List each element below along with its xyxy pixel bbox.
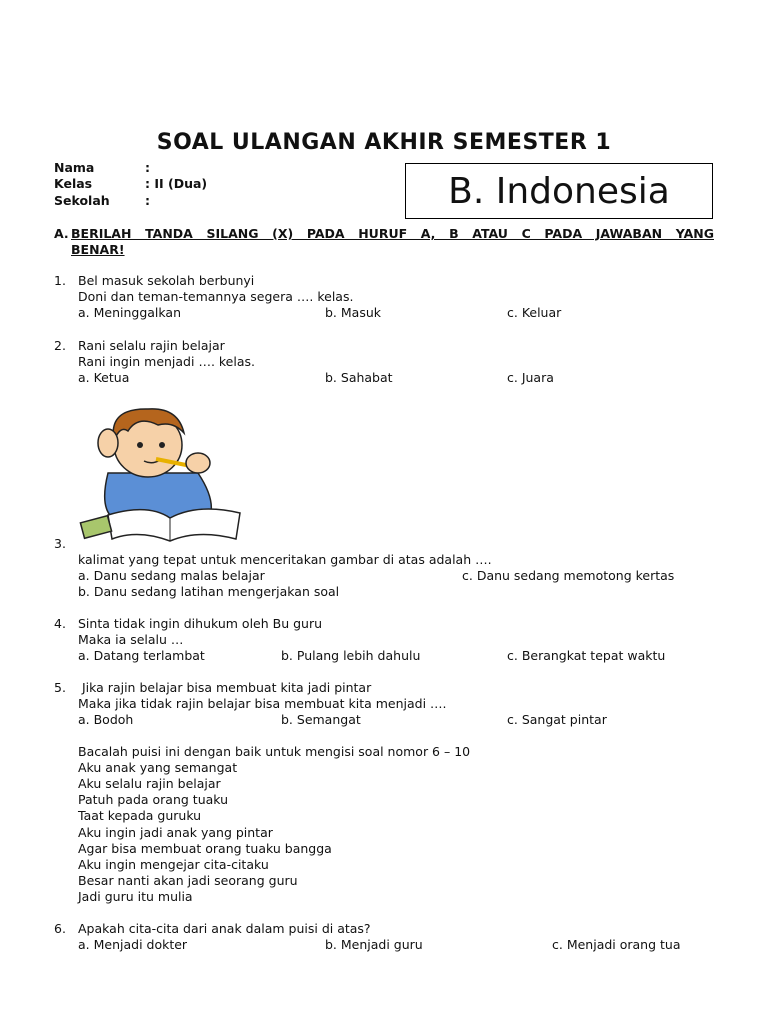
- option-b: b. Semangat: [281, 712, 361, 727]
- question-text: Bel masuk sekolah berbunyi: [78, 273, 255, 288]
- poem-line: Aku anak yang semangat: [78, 760, 238, 775]
- option-b: b. Sahabat: [325, 370, 393, 385]
- kelas-label: Kelas: [54, 176, 93, 191]
- instruction-line-1: BERILAH TANDA SILANG (X) PADA HURUF A, B ATAU C PADA JAWABAN YANG: [71, 226, 714, 241]
- option-b: b. Danu sedang latihan mengerjakan soal: [78, 584, 340, 599]
- option-a: a. Bodoh: [78, 712, 134, 727]
- poem-intro: Bacalah puisi ini dengan baik untuk mengisi soal nomor 6 – 10: [78, 744, 471, 759]
- question-text: Doni dan teman-temannya segera …. kelas.: [78, 289, 354, 304]
- subject-box: B. Indonesia: [405, 163, 713, 219]
- nama-value: :: [145, 160, 150, 175]
- sekolah-value: :: [145, 193, 150, 208]
- poem-line: Aku ingin mengejar cita-citaku: [78, 857, 269, 872]
- option-a: a. Meninggalkan: [78, 305, 182, 320]
- question-number: 2.: [54, 338, 66, 353]
- question-number: 6.: [54, 921, 66, 936]
- poem-line: Agar bisa membuat orang tuaku bangga: [78, 841, 332, 856]
- option-a: a. Ketua: [78, 370, 130, 385]
- option-c: c. Danu sedang memotong kertas: [462, 568, 675, 583]
- poem-line: Aku ingin jadi anak yang pintar: [78, 825, 273, 840]
- poem-line: Aku selalu rajin belajar: [78, 776, 221, 791]
- option-c: c. Menjadi orang tua: [552, 937, 681, 952]
- question-text: kalimat yang tepat untuk menceritakan gambar di atas adalah ….: [78, 552, 492, 567]
- option-c: c. Sangat pintar: [507, 712, 607, 727]
- question-text: Apakah cita-cita dari anak dalam puisi di atas?: [78, 921, 371, 936]
- question-text: Jika rajin belajar bisa membuat kita jadi pintar: [82, 680, 372, 695]
- option-a: a. Menjadi dokter: [78, 937, 188, 952]
- instruction-line-2: BENAR!: [71, 242, 125, 257]
- question-number: 4.: [54, 616, 66, 631]
- section-label: A.: [54, 226, 69, 241]
- boy-studying-illustration: [78, 403, 244, 545]
- sekolah-label: Sekolah: [54, 193, 110, 208]
- poem-line: Patuh pada orang tuaku: [78, 792, 229, 807]
- question-number: 5.: [54, 680, 66, 695]
- option-a: a. Danu sedang malas belajar: [78, 568, 265, 583]
- kelas-value: : II (Dua): [145, 176, 208, 191]
- question-text: Sinta tidak ingin dihukum oleh Bu guru: [78, 616, 323, 631]
- option-c: c. Juara: [507, 370, 554, 385]
- poem-line: Taat kepada guruku: [78, 808, 202, 823]
- question-text: Rani ingin menjadi …. kelas.: [78, 354, 255, 369]
- question-number: 3.: [54, 536, 66, 551]
- option-c: c. Berangkat tepat waktu: [507, 648, 666, 663]
- option-c: c. Keluar: [507, 305, 562, 320]
- question-text: Maka ia selalu …: [78, 632, 184, 647]
- question-number: 1.: [54, 273, 66, 288]
- option-b: b. Menjadi guru: [325, 937, 423, 952]
- nama-label: Nama: [54, 160, 95, 175]
- option-b: b. Masuk: [325, 305, 381, 320]
- option-a: a. Datang terlambat: [78, 648, 205, 663]
- question-text: Rani selalu rajin belajar: [78, 338, 225, 353]
- page-title: SOAL ULANGAN AKHIR SEMESTER 1: [156, 130, 612, 155]
- poem-line: Jadi guru itu mulia: [78, 889, 193, 904]
- option-b: b. Pulang lebih dahulu: [281, 648, 421, 663]
- question-text: Maka jika tidak rajin belajar bisa membuat kita menjadi ….: [78, 696, 447, 711]
- poem-line: Besar nanti akan jadi seorang guru: [78, 873, 298, 888]
